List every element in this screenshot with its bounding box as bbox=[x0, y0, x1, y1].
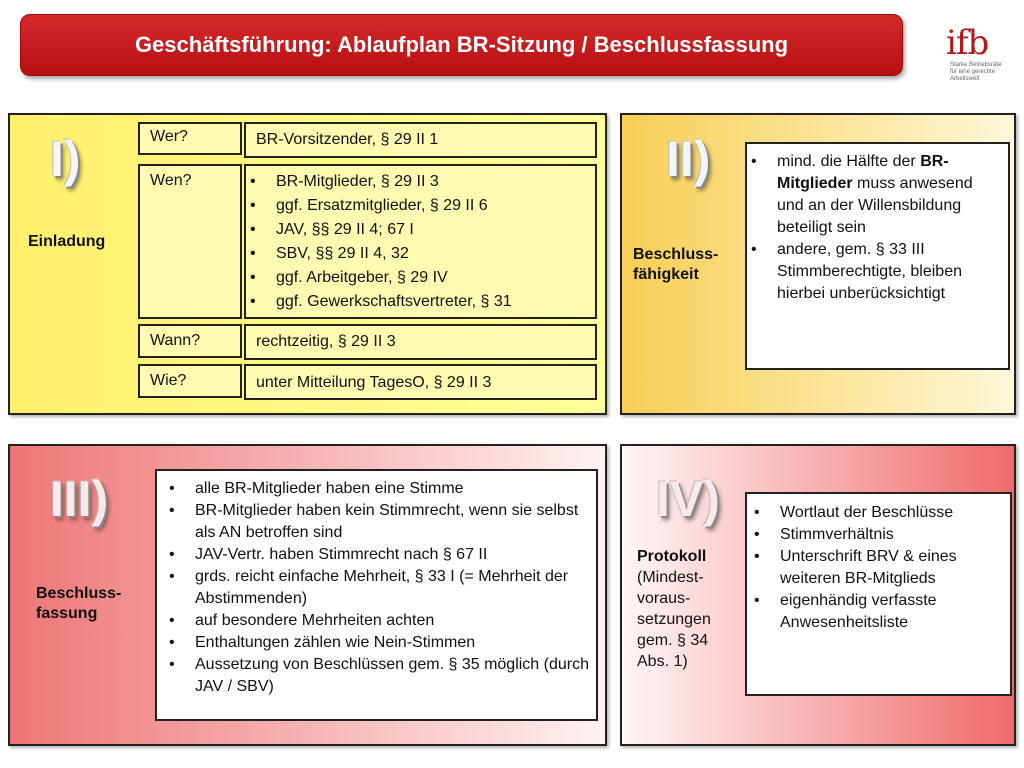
question-wer: Wer? bbox=[138, 122, 242, 155]
section-label-protokoll: Protokoll (Mindest- voraus- setzungen gem. § 34 Abs. 1) bbox=[637, 548, 711, 670]
list-item: • BR-Mitglieder haben kein Stimmrecht, wenn sie selbst als AN betroffen sind bbox=[165, 500, 590, 544]
list-item: • mind. die Hälfte der BR-Mitglieder muss anwesend und an der Willensbildung beteiligt sein bbox=[747, 151, 1002, 239]
list-item: • grds. reicht einfache Mehrheit, § 33 I (= Mehrheit der Abstimmenden) bbox=[165, 566, 590, 610]
roman-numeral-2: II) bbox=[666, 131, 711, 187]
beschlussfassung-box bbox=[155, 469, 598, 721]
list-item: • ggf. Gewerkschaftsvertreter, § 31 bbox=[246, 290, 587, 314]
list-item: • andere, gem. § 33 III Stimmberechtigte, bleiben hierbei unberücksichtigt bbox=[747, 239, 1002, 305]
question-wie: Wie? bbox=[138, 364, 242, 398]
list-item: • Aussetzung von Beschlüssen gem. § 35 möglich (durch JAV / SBV) bbox=[165, 654, 590, 698]
section-label-beschlussfaehigkeit: Beschluss- fähigkeit bbox=[633, 246, 719, 283]
list-item: • auf besondere Mehrheiten achten bbox=[165, 610, 590, 632]
list-item: • BR-Mitglieder, § 29 II 3 bbox=[246, 170, 587, 194]
list-item: • ggf. Arbeitgeber, § 29 IV bbox=[246, 266, 587, 290]
roman-numeral-3: III) bbox=[50, 471, 109, 527]
list-item: • Wortlaut der Beschlüsse bbox=[750, 502, 1004, 524]
title-bar bbox=[20, 14, 903, 76]
question-wen: Wen? bbox=[138, 164, 242, 319]
wen-list bbox=[246, 170, 587, 314]
list-item: • SBV, §§ 29 II 4, 32 bbox=[246, 242, 587, 266]
list-item: • JAV-Vertr. haben Stimmrecht nach § 67 II bbox=[165, 544, 590, 566]
list-item: • eigenhändig verfasste Anwesenheitsliste bbox=[750, 590, 1004, 634]
list-item: • ggf. Ersatzmitglieder, § 29 II 6 bbox=[246, 194, 587, 218]
page-title: Geschäftsführung: Ablaufplan BR-Sitzung / Beschlussfassung bbox=[134, 32, 789, 57]
answer-wen bbox=[244, 164, 597, 319]
beschlussfassung-list bbox=[165, 478, 590, 698]
logo-word: ifb bbox=[946, 23, 989, 63]
list-item: • Stimmverhältnis bbox=[750, 524, 1004, 546]
list-item: • alle BR-Mitglieder haben eine Stimme bbox=[165, 478, 590, 500]
ifb-logo bbox=[946, 23, 1006, 92]
list-item: • JAV, §§ 29 II 4; 67 I bbox=[246, 218, 587, 242]
roman-numeral-1: I) bbox=[50, 131, 81, 187]
question-wann: Wann? bbox=[138, 324, 242, 358]
roman-numeral-4: IV) bbox=[656, 471, 720, 527]
beschlussfaehigkeit-list bbox=[747, 151, 1002, 305]
protokoll-list bbox=[750, 502, 1004, 634]
section-label-einladung: Einladung bbox=[28, 233, 106, 250]
answer-wann: rechtzeitig, § 29 II 3 bbox=[244, 324, 597, 360]
list-item: • Unterschrift BRV & eines weiteren BR-Mitglieds bbox=[750, 546, 1004, 590]
answer-wie: unter Mitteilung TagesO, § 29 II 3 bbox=[244, 364, 597, 400]
protokoll-box bbox=[745, 492, 1012, 696]
answer-wer: BR-Vorsitzender, § 29 II 1 bbox=[244, 122, 597, 158]
beschlussfaehigkeit-box bbox=[745, 142, 1010, 370]
list-item: • Enthaltungen zählen wie Nein-Stimmen bbox=[165, 632, 590, 654]
logo-tagline: Starke Betriebsräte für eine gerechte Arbeitswelt bbox=[950, 62, 1002, 82]
section-label-beschlussfassung: Beschluss- fassung bbox=[36, 585, 122, 622]
